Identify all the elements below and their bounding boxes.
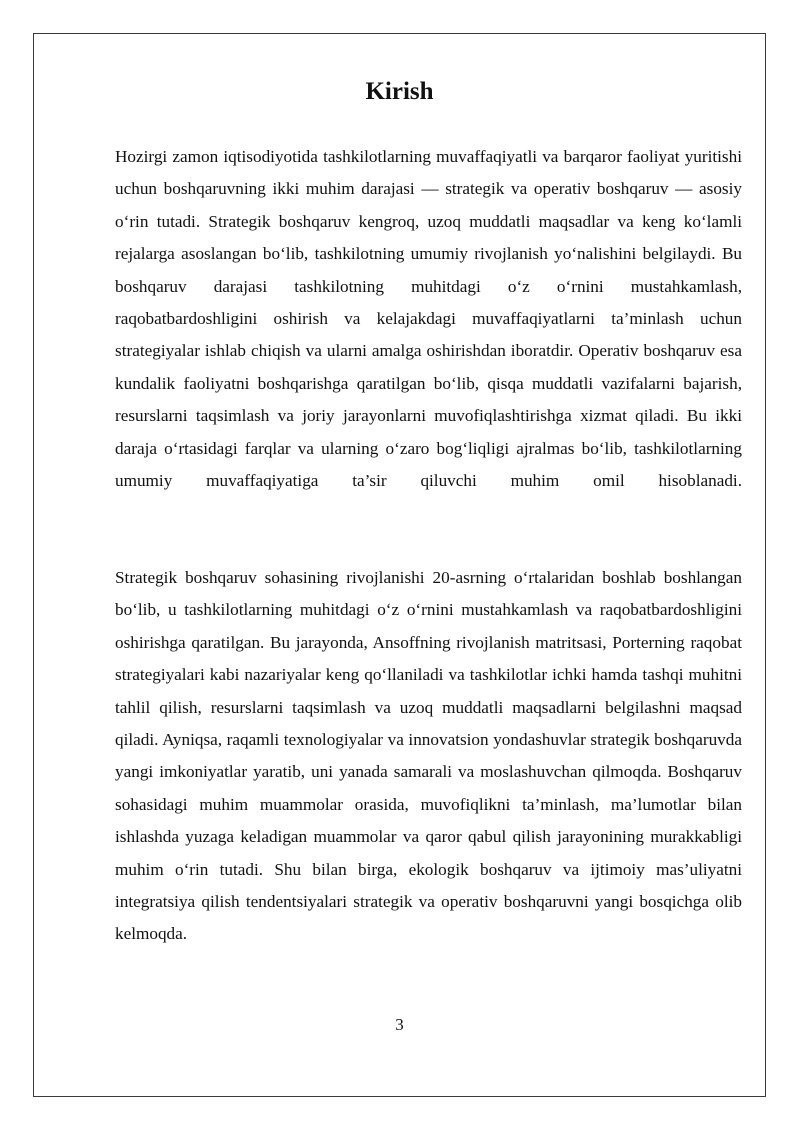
paragraph-intro: Hozirgi zamon iqtisodiyotida tashkilotlarning muvaffaqiyatli va barqaror faoliyat yuritishi uchun boshqaruvning ikki muhim darajasi — strategik va operativ boshqaruv — asosiy o‘rin tutadi. Strategik boshqaruv kengroq, uzoq muddatli maqsadlar va keng ko‘lamli rejalarga asoslangan bo‘lib, tashkilotning umumiy rivojlanish yo‘nalishini belgilaydi. Bu boshqaruv darajasi tashkilotning muhitdagi o‘z o‘rnini mustahkamlash, raqobatbardoshligini oshirish va kelajakdagi muvaffaqiyatlarni ta’minlash uchun strategiyalar ishlab chiqish va ularni amalga oshirishdan iboratdir. Operativ boshqaruv esa kundalik faoliyatni boshqarishga qaratilgan bo‘lib, qisqa muddatli vazifalarni bajarish, resurslarni taqsimlash va joriy jarayonlarni muvofiqlashtirishga xizmat qiladi. Bu ikki daraja o‘rtasidagi farqlar va ularning o‘zaro bog‘liqligi ajralmas bo‘lib, tashkilotlarning umumiy muvaffaqiyatiga ta’sir qiluvchi muhim omil hisoblanadi. bbox=[115, 147, 742, 491]
page-title: Kirish bbox=[365, 78, 434, 105]
paragraph-strategic-management: Strategik boshqaruv sohasining rivojlanishi 20-asrning o‘rtalaridan boshlab boshlangan bo‘lib, u tashkilotlarning muhitdagi o‘z o‘rnini mustahkamlash va raqobatbardoshligini oshirishga qaratilgan. Bu jarayonda, Ansoffning rivojlanish matritsasi, Porterning raqobat strategiyalari kabi nazariyalar keng qo‘llaniladi va tashkilotlar ichki hamda tashqi muhitni tahlil qilish, resurslarni taqsimlash va uzoq muddatli maqsadlarni belgilashni maqsad qiladi. Ayniqsa, raqamli texnologiyalar va innovatsion yondashuvlar strategik boshqaruvda yangi imkoniyatlar yaratib, uni yanada samarali va moslashuvchan qilmoqda. Boshqaruv sohasidagi muhim muammolar orasida, muvofiqlikni ta’minlash, ma’lumotlar bilan ishlashda yuzaga keladigan muammolar va qaror qabul qilish jarayonining murakkabligi muhim o‘rin tutadi. Shu bilan birga, ekologik boshqaruv va ijtimoiy mas’uliyatni integratsiya qilish tendentsiyalari strategik va operativ boshqaruvni yangi bosqichga olib kelmoqda. bbox=[115, 568, 742, 944]
page-number: 3 bbox=[395, 1015, 404, 1034]
